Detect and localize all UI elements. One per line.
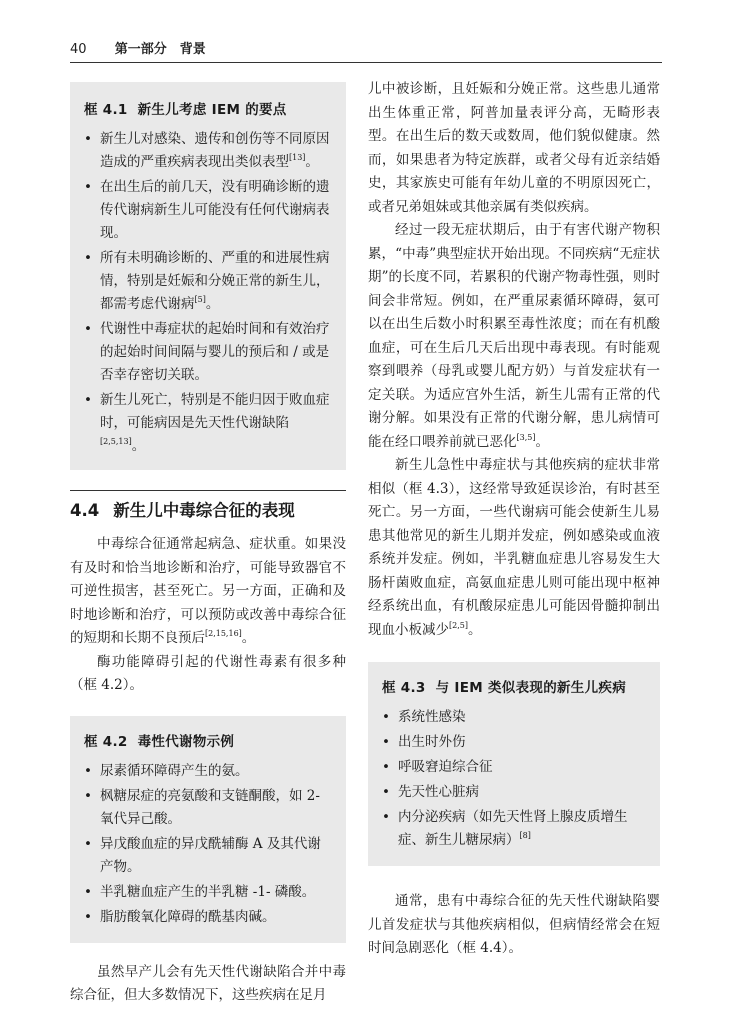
- section-heading: 4.4 新生儿中毒综合征的表现: [70, 501, 295, 520]
- right-column: [368, 78, 660, 961]
- list-item: • 代谢性中毒症状的起始时间和有效治疗的起始时间间隔与婴儿的预后和 / 或是否幸存密切关联。: [84, 318, 332, 387]
- paragraph: 通常，患有中毒综合征的先天性代谢缺陷婴儿首发症状与其他疾病相似，但病情经常会在短时间急剧恶化（框 4.4）。: [368, 893, 660, 956]
- paragraph: 经过一段无症状期后，由于有害代谢产物积累，“中毒”典型症状开始出现。不同疾病“无症状期”的长度不同，若累积的代谢产物毒性强，则时间会非常短。例如，在严重尿素循环障碍，氨可以在出生后数小时积累至毒性浓度；而在有机酸血症，可在生后几天后出现中毒表现。有时能观察到喂养（母乳或婴儿配方奶）与首发症状有一定关联。为适应宫外生活，新生儿需有正常的代谢分解。如果没有正常的代谢分解，患儿病情可能在经口喂养前就已恶化[3,5]。: [368, 222, 660, 450]
- list-item: • 尿素循环障碍产生的氨。: [84, 760, 332, 783]
- box-4-3: [368, 662, 660, 866]
- list-item: • 枫糖尿症的亮氨酸和支链酮酸，如 2-氧代异己酸。: [84, 785, 332, 831]
- list-item: • 先天性心脏病: [382, 781, 646, 804]
- paragraph: 儿中被诊断，且妊娠和分娩正常。这些患儿通常出生体重正常，阿普加量表评分高，无畸形表型。在出生后的数天或数周，他们貌似健康。然而，如果患者为特定族群，或者父母有近亲结婚史，其家族史可能有年幼儿童的不明原因死亡，或者兄弟姐妹或其他亲属有类似疾病。: [368, 81, 660, 215]
- running-header: [70, 38, 660, 57]
- list-item: • 所有未明确诊断的、严重的和进展性病情，特别是妊娠和分娩正常的新生儿，都需考虑代谢病[5]。: [84, 247, 332, 316]
- list-item: • 异戊酸血症的异戊酰辅酶 A 及其代谢产物。: [84, 833, 332, 879]
- list-item: • 内分泌疾病（如先天性肾上腺皮质增生症、新生儿糖尿病）[8]: [382, 806, 646, 852]
- section-rule: [70, 490, 346, 491]
- paragraph: 中毒综合征通常起病急、症状重。如果没有及时和恰当地诊断和治疗，可能导致器官不可逆性损害，甚至死亡。另一方面，正确和及时地诊断和治疗，可以预防或改善中毒综合征的短期和长期不良预后[2,15,16]。: [70, 536, 346, 646]
- box-4-1-title: 框 4.1 新生儿考虑 IEM 的要点: [84, 102, 287, 118]
- section-label: 第一部分 背景: [114, 42, 206, 57]
- box-4-1-list: [84, 128, 332, 458]
- box-4-2-list: [84, 760, 332, 929]
- list-item: • 新生儿死亡，特别是不能归因于败血症时，可能病因是先天性代谢缺陷[2,5,13]。: [84, 389, 332, 458]
- header-rule: [70, 62, 662, 63]
- list-item: • 半乳糖血症产生的半乳糖 -1- 磷酸。: [84, 881, 332, 904]
- list-item: • 呼吸窘迫综合征: [382, 756, 646, 779]
- box-4-3-title: 框 4.3 与 IEM 类似表现的新生儿疾病: [382, 680, 627, 696]
- box-4-1: [70, 82, 346, 470]
- list-item: • 系统性感染: [382, 706, 646, 729]
- page-number: 40: [70, 42, 87, 57]
- list-item: • 新生儿对感染、遗传和创伤等不同原因造成的严重疾病表现出类似表型[13]。: [84, 128, 332, 174]
- list-item: • 出生时外伤: [382, 731, 646, 754]
- box-4-2-title: 框 4.2 毒性代谢物示例: [84, 733, 235, 750]
- paragraph: 虽然早产儿会有先天性代谢缺陷合并中毒综合征，但大多数情况下，这些疾病在足月: [70, 963, 346, 1003]
- box-4-2: [70, 716, 346, 943]
- list-item: • 脂肪酸氧化障碍的酰基肉碱。: [84, 906, 332, 929]
- list-item: • 在出生后的前几天，没有明确诊断的遗传代谢病新生儿可能没有任何代谢病表现。: [84, 176, 332, 245]
- paragraph: 酶功能障碍引起的代谢性毒素有很多种（框 4.2）。: [70, 653, 346, 693]
- box-4-3-list: [382, 706, 646, 852]
- left-column: [70, 82, 346, 1008]
- paragraph: 新生儿急性中毒症状与其他疾病的症状非常相似（框 4.3），这经常导致延误诊治，有时甚至死亡。另一方面，一些代谢病可能会使新生儿易患其他常见的新生儿期并发症，例如感染或血液系统并发症。例如，半乳糖血症患儿容易发生大肠杆菌败血症，高氨血症患儿则可能出现中枢神经系统出血，有机酸尿症患儿可能因骨髓抑制出现血小板减少[2,5]。: [368, 457, 660, 638]
